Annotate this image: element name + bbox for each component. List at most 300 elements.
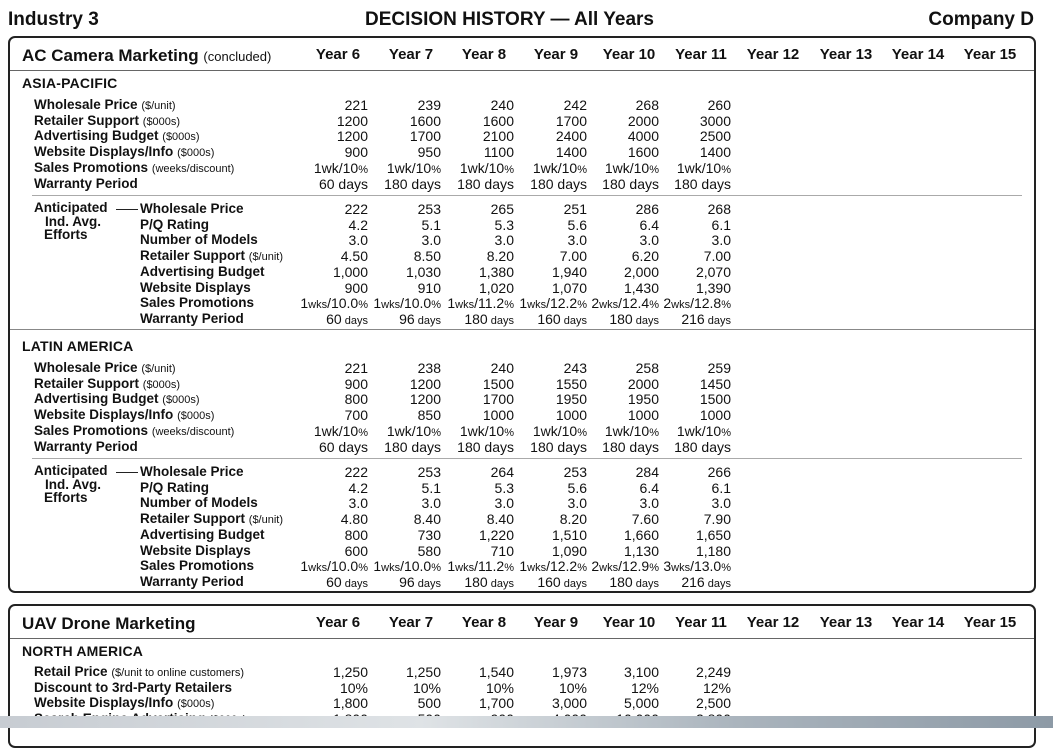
value-cell: 1,180 bbox=[695, 542, 731, 559]
value-cell: 850 bbox=[417, 407, 441, 424]
anticipated-label-line: Anticipated bbox=[34, 463, 108, 478]
row-label-text: P/Q Rating bbox=[140, 216, 210, 232]
value-cell: 3.0 bbox=[348, 495, 368, 512]
value-cell: 3000 bbox=[699, 112, 731, 129]
row-unit: ($/unit) bbox=[248, 251, 284, 264]
value-cell: 500 bbox=[417, 695, 441, 712]
value-cell: 2100 bbox=[482, 128, 514, 145]
value-cell: 900 bbox=[344, 375, 368, 392]
header-divider bbox=[10, 70, 1034, 71]
row-label-text: Wholesale Price bbox=[140, 201, 244, 216]
value-part: 1wk/10 bbox=[459, 422, 505, 439]
row-label-text: Warranty Period bbox=[34, 438, 138, 454]
value-cell: 5.6 bbox=[567, 216, 587, 233]
row-unit: ($/unit) bbox=[141, 363, 176, 375]
value-cell: 1,030 bbox=[405, 263, 441, 280]
value-part: % bbox=[577, 299, 587, 312]
value-cell: 10% bbox=[339, 679, 368, 696]
row-label bbox=[34, 113, 180, 130]
value-cell: 3.0 bbox=[348, 232, 368, 249]
value-cell: 1500 bbox=[482, 375, 514, 392]
value-cell bbox=[641, 574, 731, 592]
row-label bbox=[34, 376, 180, 393]
value-cell: 3.0 bbox=[567, 495, 587, 512]
value-part: wks bbox=[671, 562, 691, 575]
value-cell: 268 bbox=[707, 201, 731, 217]
value-cell: 4000 bbox=[627, 128, 659, 145]
year-header: Year 11 bbox=[675, 46, 727, 63]
value-cell: 1000 bbox=[627, 407, 659, 424]
value-part: 2 bbox=[663, 295, 672, 312]
row-unit: ($000s) bbox=[177, 410, 215, 423]
company-label: Company D bbox=[928, 9, 1034, 30]
value-cell: 3,100 bbox=[623, 664, 659, 680]
value-part: 180 bbox=[609, 573, 633, 590]
value-cell: 260 bbox=[707, 97, 731, 113]
value-part: % bbox=[504, 299, 514, 312]
row-label-text: Retailer Support bbox=[140, 248, 246, 264]
value-part: 1 bbox=[447, 295, 456, 312]
year-header: Year 12 bbox=[746, 46, 800, 63]
value-cell: 580 bbox=[417, 542, 441, 559]
row-unit: ($/unit) bbox=[248, 514, 284, 527]
value-part: days bbox=[704, 314, 731, 327]
row-label bbox=[140, 527, 265, 543]
value-cell: 5.3 bbox=[494, 216, 514, 233]
value-cell: 1,800 bbox=[332, 695, 368, 712]
region-title: ASIA-PACIFIC bbox=[22, 75, 118, 91]
value-cell: 1,020 bbox=[478, 279, 514, 296]
value-cell: 910 bbox=[417, 279, 441, 296]
value-part: wks bbox=[381, 299, 401, 312]
value-cell: 1000 bbox=[482, 407, 514, 424]
row-label bbox=[140, 558, 254, 574]
value-part: % bbox=[649, 562, 659, 575]
value-cell: 10% bbox=[485, 679, 514, 696]
row-unit: ($000s) bbox=[142, 115, 181, 128]
value-part: /10.0 bbox=[400, 295, 432, 312]
table-row bbox=[10, 128, 1034, 144]
value-part: /12.9 bbox=[618, 558, 650, 575]
value-cell: 4.2 bbox=[348, 216, 368, 233]
value-part: % bbox=[721, 299, 731, 312]
table-row bbox=[10, 248, 1034, 264]
value-cell: 286 bbox=[635, 201, 659, 217]
value-cell: 1000 bbox=[555, 407, 587, 424]
value-part: /10.0 bbox=[327, 295, 359, 312]
row-label bbox=[140, 543, 251, 559]
value-cell: 1,510 bbox=[551, 526, 587, 543]
value-cell: 6.1 bbox=[711, 479, 731, 496]
value-cell: 4.80 bbox=[340, 511, 368, 528]
row-label-text: Warranty Period bbox=[140, 310, 244, 326]
row-label-text: Sales Promotions bbox=[34, 159, 149, 175]
table-row bbox=[10, 543, 1034, 559]
value-part: 1 bbox=[447, 558, 456, 575]
year-header: Year 10 bbox=[602, 46, 656, 63]
panel-title bbox=[22, 46, 271, 66]
section-divider bbox=[32, 195, 1022, 196]
value-part: wks bbox=[455, 562, 475, 575]
value-part: wks bbox=[599, 562, 619, 575]
value-cell: 1,700 bbox=[478, 695, 514, 712]
value-part: 1wk/10 bbox=[604, 159, 650, 176]
value-cell: 10% bbox=[558, 679, 587, 696]
row-label-text: Wholesale Price bbox=[34, 97, 138, 112]
value-cell: 1100 bbox=[483, 144, 514, 161]
value-cell: 2,000 bbox=[623, 263, 659, 280]
row-unit: ($000s) bbox=[162, 394, 200, 407]
value-cell: 222 bbox=[344, 201, 368, 217]
row-label-text: Retail Price bbox=[34, 664, 108, 679]
year-header: Year 7 bbox=[388, 614, 434, 631]
value-cell: 8.40 bbox=[486, 511, 514, 528]
value-part: % bbox=[358, 562, 368, 575]
value-cell: 5.6 bbox=[567, 479, 587, 496]
value-cell: 8.50 bbox=[413, 248, 441, 265]
value-cell: 1950 bbox=[555, 391, 587, 408]
anticipated-label-line: Anticipated bbox=[34, 200, 108, 215]
value-part: % bbox=[431, 426, 441, 439]
table-row bbox=[10, 439, 1034, 455]
value-cell: 5.1 bbox=[421, 479, 441, 496]
value-part: 180 bbox=[464, 573, 488, 590]
value-cell: 5.1 bbox=[421, 216, 441, 233]
value-part: 1wk/10 bbox=[313, 159, 359, 176]
row-label-text: Website Displays bbox=[140, 542, 251, 558]
year-header: Year 7 bbox=[388, 46, 434, 63]
year-header: Year 12 bbox=[746, 614, 800, 631]
value-part: /12.2 bbox=[546, 558, 578, 575]
value-part: 1wk/10 bbox=[386, 159, 432, 176]
row-label-text: Advertising Budget bbox=[140, 526, 265, 542]
row-label bbox=[34, 128, 200, 145]
year-header: Year 10 bbox=[602, 614, 656, 631]
value-part: days bbox=[560, 577, 587, 590]
value-cell: 2,249 bbox=[695, 664, 731, 680]
year-header: Year 8 bbox=[461, 614, 507, 631]
value-cell: 264 bbox=[490, 464, 514, 480]
value-part: 1wk/10 bbox=[386, 422, 432, 439]
value-cell: 2000 bbox=[627, 375, 659, 392]
value-part: 1wk/10 bbox=[604, 422, 650, 439]
value-part: 3 bbox=[663, 558, 672, 575]
value-part: wks bbox=[381, 562, 401, 575]
value-cell: 1,650 bbox=[695, 526, 731, 543]
value-cell: 1700 bbox=[482, 391, 514, 408]
value-cell: 180 days bbox=[384, 438, 441, 455]
row-unit: ($000s) bbox=[142, 378, 181, 391]
value-part: days bbox=[704, 577, 731, 590]
industry-label: Industry 3 bbox=[8, 9, 99, 30]
table-row bbox=[10, 423, 1034, 439]
value-part: 216 bbox=[681, 310, 705, 327]
value-cell: 1200 bbox=[409, 391, 441, 408]
value-cell: 900 bbox=[344, 279, 368, 296]
value-cell: 2,500 bbox=[695, 695, 731, 712]
value-part: days bbox=[487, 577, 514, 590]
value-part: 1 bbox=[300, 558, 309, 575]
row-label bbox=[34, 680, 232, 696]
value-cell: 180 days bbox=[674, 438, 731, 455]
value-cell: 1200 bbox=[336, 128, 368, 145]
value-cell: 239 bbox=[417, 97, 441, 113]
value-cell: 4.2 bbox=[348, 479, 368, 496]
value-part: 180 bbox=[609, 310, 633, 327]
row-label bbox=[34, 160, 234, 177]
value-cell: 8.20 bbox=[486, 248, 514, 265]
value-cell: 700 bbox=[344, 407, 368, 424]
value-part: % bbox=[358, 299, 368, 312]
row-unit: (weeks/discount) bbox=[151, 425, 235, 438]
value-cell: 284 bbox=[635, 464, 659, 480]
row-label bbox=[140, 264, 265, 280]
row-label-text: Warranty Period bbox=[34, 175, 138, 191]
anticipated-label-line: Ind. Avg. bbox=[45, 476, 101, 492]
row-unit: ($000s) bbox=[177, 147, 215, 160]
row-label-text: Number of Models bbox=[140, 495, 258, 511]
value-cell bbox=[641, 311, 731, 329]
value-cell: 180 days bbox=[530, 438, 587, 455]
value-cell: 253 bbox=[417, 464, 441, 480]
row-label-text: Website Displays/Info bbox=[34, 695, 174, 711]
row-unit: (weeks/discount) bbox=[151, 162, 235, 175]
value-part: 180 bbox=[464, 310, 488, 327]
value-cell: 1,390 bbox=[695, 279, 731, 296]
value-cell: 10% bbox=[412, 679, 441, 696]
value-part: % bbox=[577, 562, 587, 575]
value-cell: 12% bbox=[702, 679, 731, 696]
panel-subtitle: (concluded) bbox=[203, 49, 272, 64]
value-cell: 1400 bbox=[555, 144, 587, 161]
value-cell: 2500 bbox=[699, 128, 731, 145]
value-cell: 8.40 bbox=[413, 511, 441, 528]
table-row bbox=[10, 511, 1034, 527]
camera-marketing-panel bbox=[8, 36, 1036, 593]
value-cell: 1500 bbox=[699, 391, 731, 408]
year-header: Year 8 bbox=[461, 46, 507, 63]
value-part: /11.2 bbox=[474, 295, 505, 312]
section-divider bbox=[32, 458, 1022, 459]
value-cell: 180 days bbox=[530, 175, 587, 192]
value-part: 60 bbox=[326, 310, 342, 327]
value-cell: 710 bbox=[490, 542, 514, 559]
row-label-text: Advertising Budget bbox=[140, 263, 265, 279]
value-cell: 240 bbox=[490, 360, 514, 376]
value-part: 1wk/10 bbox=[532, 422, 578, 439]
value-cell: 1,250 bbox=[405, 664, 441, 680]
value-cell: 180 days bbox=[602, 438, 659, 455]
value-part: % bbox=[649, 299, 659, 312]
value-cell: 2000 bbox=[627, 112, 659, 129]
row-label bbox=[140, 280, 251, 296]
table-row bbox=[10, 527, 1034, 543]
value-cell: 730 bbox=[417, 526, 441, 543]
row-label-text: Retailer Support bbox=[34, 112, 140, 128]
table-row bbox=[10, 144, 1034, 160]
value-part: wks bbox=[527, 562, 547, 575]
value-part: 1wk/10 bbox=[313, 422, 359, 439]
table-row bbox=[10, 464, 1034, 480]
row-label-text: Website Displays/Info bbox=[34, 407, 174, 423]
table-row bbox=[10, 558, 1034, 574]
row-label-text: Sales Promotions bbox=[140, 295, 255, 311]
value-part: % bbox=[649, 426, 659, 439]
value-cell: 180 days bbox=[457, 438, 514, 455]
value-cell: 258 bbox=[635, 360, 659, 376]
row-label bbox=[140, 248, 283, 265]
value-part: /10.0 bbox=[400, 558, 432, 575]
value-cell: 3.0 bbox=[567, 232, 587, 249]
header-divider bbox=[10, 638, 1034, 639]
year-header: Year 14 bbox=[891, 614, 945, 631]
value-cell: 1700 bbox=[555, 112, 587, 129]
value-cell: 1000 bbox=[699, 407, 731, 424]
value-cell: 3,000 bbox=[551, 695, 587, 712]
value-part: % bbox=[721, 426, 731, 439]
row-label-text: Website Displays/Info bbox=[34, 144, 174, 160]
value-part: 96 bbox=[399, 573, 415, 590]
value-part: wks bbox=[671, 299, 691, 312]
row-label bbox=[140, 217, 209, 233]
value-part: % bbox=[431, 163, 441, 176]
value-part: 1 bbox=[373, 295, 382, 312]
value-part: % bbox=[577, 426, 587, 439]
value-cell: 1,220 bbox=[478, 526, 514, 543]
row-label bbox=[34, 176, 138, 192]
row-label bbox=[34, 423, 234, 440]
value-cell: 1,430 bbox=[623, 279, 659, 296]
value-cell: 242 bbox=[563, 97, 587, 113]
row-unit: ($/unit) bbox=[141, 100, 176, 112]
value-part: wks bbox=[599, 299, 619, 312]
year-header: Year 13 bbox=[819, 46, 873, 63]
value-part: wks bbox=[527, 299, 547, 312]
value-cell: 2400 bbox=[555, 128, 587, 145]
table-row bbox=[10, 280, 1034, 296]
value-part: 2 bbox=[591, 295, 600, 312]
table-row bbox=[10, 232, 1034, 248]
value-cell: 3.0 bbox=[639, 495, 659, 512]
value-part: % bbox=[504, 562, 514, 575]
value-part: days bbox=[632, 314, 659, 327]
value-cell: 1,660 bbox=[623, 526, 659, 543]
value-part: 1wk/10 bbox=[676, 159, 722, 176]
row-label-text: Number of Models bbox=[140, 232, 258, 248]
value-part: /12.4 bbox=[618, 295, 650, 312]
value-cell: 7.00 bbox=[703, 248, 731, 265]
table-row bbox=[10, 680, 1034, 696]
value-part: /13.0 bbox=[690, 558, 722, 575]
value-cell: 6.4 bbox=[639, 216, 659, 233]
table-row bbox=[10, 176, 1034, 192]
row-label bbox=[140, 232, 258, 248]
value-part: 2 bbox=[591, 558, 600, 575]
row-label-text: Discount to 3rd-Party Retailers bbox=[34, 679, 233, 695]
value-cell: 1200 bbox=[336, 112, 368, 129]
value-cell: 4.50 bbox=[340, 248, 368, 265]
value-part: % bbox=[431, 562, 441, 575]
year-header: Year 13 bbox=[819, 614, 873, 631]
region-title: LATIN AMERICA bbox=[22, 338, 134, 354]
panel-title: UAV Drone Marketing bbox=[22, 614, 196, 633]
value-cell: 800 bbox=[344, 526, 368, 543]
value-part: 1 bbox=[300, 295, 309, 312]
value-part: % bbox=[358, 426, 368, 439]
value-cell: 60 days bbox=[318, 438, 368, 455]
year-header: Year 15 bbox=[963, 46, 1017, 63]
value-cell: 5,000 bbox=[623, 695, 659, 712]
table-row bbox=[10, 376, 1034, 392]
value-cell: 180 days bbox=[674, 175, 731, 192]
value-part: /11.2 bbox=[474, 558, 505, 575]
value-part: days bbox=[414, 577, 441, 590]
value-cell: 253 bbox=[563, 464, 587, 480]
value-cell: 7.90 bbox=[703, 511, 731, 528]
value-cell: 221 bbox=[344, 97, 368, 113]
value-cell: 259 bbox=[707, 360, 731, 376]
row-label bbox=[140, 480, 209, 496]
value-part: wks bbox=[308, 562, 328, 575]
value-cell: 3.0 bbox=[639, 232, 659, 249]
year-header: Year 9 bbox=[533, 614, 579, 631]
value-part: % bbox=[358, 163, 368, 176]
anticipated-label-line: Efforts bbox=[44, 490, 88, 505]
value-cell: 800 bbox=[344, 391, 368, 408]
value-cell: 950 bbox=[417, 144, 441, 161]
value-cell: 8.20 bbox=[559, 511, 587, 528]
row-label bbox=[34, 407, 214, 424]
value-part: days bbox=[341, 577, 368, 590]
value-cell: 1,940 bbox=[551, 263, 587, 280]
row-label-text: Retailer Support bbox=[140, 511, 246, 527]
value-cell: 1,380 bbox=[478, 263, 514, 280]
value-cell: 1600 bbox=[482, 112, 514, 129]
value-part: % bbox=[721, 163, 731, 176]
page-title: DECISION HISTORY — All Years bbox=[365, 9, 654, 30]
value-cell: 3.0 bbox=[421, 495, 441, 512]
row-label-text: Website Displays bbox=[140, 279, 251, 295]
year-header: Year 6 bbox=[315, 614, 361, 631]
value-cell: 3.0 bbox=[711, 232, 731, 249]
value-part: days bbox=[414, 314, 441, 327]
value-cell: 243 bbox=[563, 360, 587, 376]
value-cell: 1950 bbox=[627, 391, 659, 408]
row-label-text: Advertising Budget bbox=[34, 128, 159, 144]
value-part: /12.8 bbox=[690, 295, 722, 312]
value-part: % bbox=[649, 163, 659, 176]
year-header: Year 14 bbox=[891, 46, 945, 63]
value-cell: 3.0 bbox=[494, 232, 514, 249]
value-cell: 6.4 bbox=[639, 479, 659, 496]
value-part: 96 bbox=[399, 310, 415, 327]
value-part: 1wk/10 bbox=[532, 159, 578, 176]
value-cell: 1600 bbox=[409, 112, 441, 129]
row-label bbox=[140, 295, 254, 311]
value-cell: 1,000 bbox=[332, 263, 368, 280]
value-part: wks bbox=[455, 299, 475, 312]
value-cell: 1600 bbox=[627, 144, 659, 161]
value-cell: 180 days bbox=[384, 175, 441, 192]
row-label bbox=[140, 311, 244, 327]
row-label-text: Warranty Period bbox=[140, 573, 244, 589]
value-cell: 60 days bbox=[318, 175, 368, 192]
row-label bbox=[34, 97, 176, 114]
value-part: 216 bbox=[681, 573, 705, 590]
row-unit: ($000s) bbox=[162, 131, 200, 144]
value-cell: 1,250 bbox=[332, 664, 368, 680]
table-row bbox=[10, 664, 1034, 680]
